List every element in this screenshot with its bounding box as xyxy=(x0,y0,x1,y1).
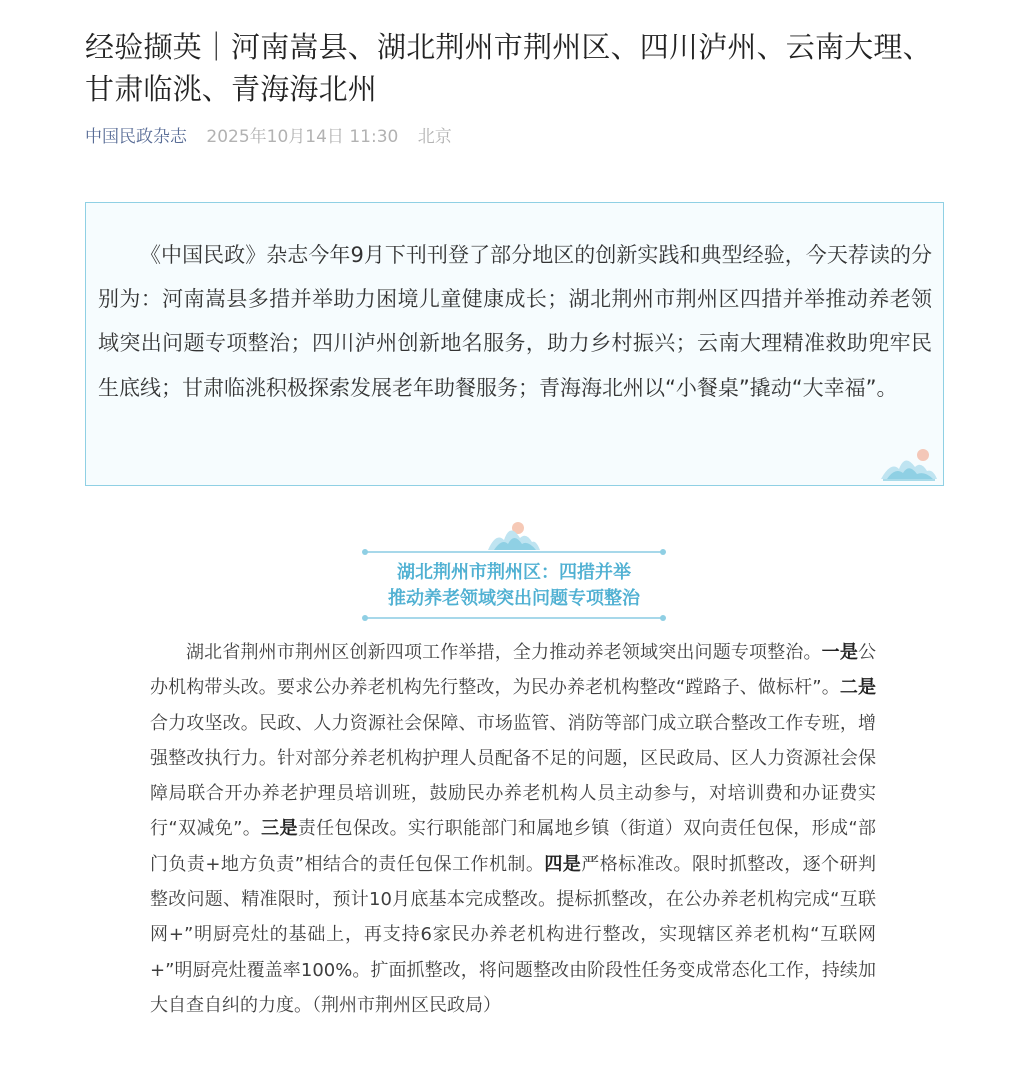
body-segment-bold: 四是 xyxy=(544,853,582,875)
body-segment: 责任包保改。实行职能部门和属地乡镇（街道）双向责任包保，形成“部门负责+地方负责”相结合的责任包保工作机制。 xyxy=(150,818,876,875)
intro-box xyxy=(85,202,944,486)
body-segment: 严格标准改。限时抓整改，逐个研判整改问题、精准限时，预计10月底基本完成整改。提标抓整改，在公办养老机构完成“互联网+”明厨亮灶的基础上，再支持6家民办养老机构进行整改，实现辖区养老机构“互联网+”明厨亮灶覆盖率100%。扩面抓整改，将问题整改由阶段性任务变成常态化工作，持续加大自查自纠的力度。（荆州市荆州区民政局） xyxy=(150,853,877,1016)
body-segment-bold: 一是 xyxy=(821,642,858,663)
intro-text: 《中国民政》杂志今年9月下刊刊登了部分地区的创新实践和典型经验，今天荐读的分别为：河南嵩县多措并举助力困境儿童健康成长；湖北荆州市荆州区四措并举推动养老领域突出问题专项整治；四川泸州创新地名服务，助力乡村振兴；云南大理精准救助兜牢民生底线；甘肃临洮积极探索发展老年助餐服务；青海海北州以“小餐桌”撬动“大幸福”。 xyxy=(98,243,932,400)
divider-dot xyxy=(362,615,368,621)
divider-top xyxy=(364,551,664,553)
body-segment: 公办机构带头改。要求公办养老机构先行整改，为民办养老机构整改“蹚路子、做标杆”。 xyxy=(150,642,876,699)
publish-location: 北京 xyxy=(417,127,452,147)
section-heading xyxy=(360,520,668,625)
source-link[interactable]: 中国民政杂志 xyxy=(85,127,187,147)
divider-dot xyxy=(362,549,368,555)
section-title-line-1: 湖北荆州市荆州区：四措并举 xyxy=(397,562,631,583)
body-segment-bold: 二是 xyxy=(839,677,876,699)
article-meta xyxy=(85,124,452,150)
divider-dot xyxy=(660,549,666,555)
body-segment: 合力攻坚改。民政、人力资源社会保障、市场监管、消防等部门成立联合整改工作专班，增强整改执行力。针对部分养老机构护理人员配备不足的问题，区民政局、区人力资源社会保障局联合开办养老护理员培训班，鼓励民办养老机构人员主动参与，对培训费和办证费实行“双减免”。 xyxy=(150,712,876,840)
publish-date: 2025年10月14日 11:30 xyxy=(206,127,399,147)
section-body xyxy=(150,635,876,1023)
body-segment: 湖北省荆州市荆州区创新四项工作举措，全力推动养老领域突出问题专项整治。 xyxy=(186,642,822,663)
body-segment-bold: 三是 xyxy=(261,818,298,840)
section-title-line-2: 推动养老领域突出问题专项整治 xyxy=(388,588,640,609)
divider-dot xyxy=(660,615,666,621)
mountain-icon xyxy=(488,520,540,550)
article-title: 经验撷英｜河南嵩县、湖北荆州市荆州区、四川泸州、云南大理、甘肃临洮、青海海北州 xyxy=(85,30,932,106)
mountain-sun-icon xyxy=(881,447,937,481)
section-title xyxy=(360,560,668,612)
divider-bottom xyxy=(364,617,664,619)
